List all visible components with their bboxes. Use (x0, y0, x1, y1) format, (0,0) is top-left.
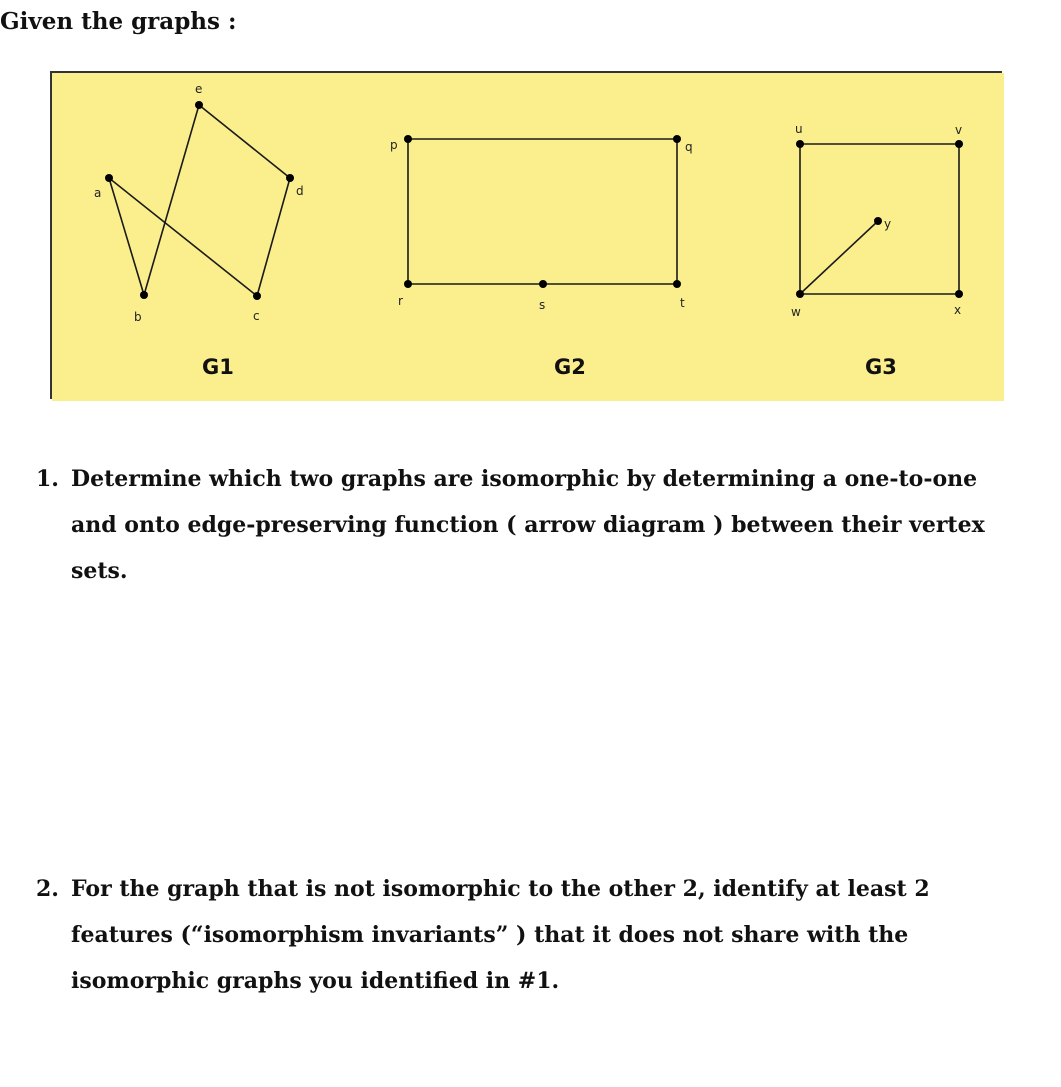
g2-label-p: p (390, 138, 398, 152)
g2-label-s: s (539, 298, 546, 312)
g1-vertex-e (195, 101, 203, 109)
question-2 (36, 866, 1026, 1004)
g2-vertex-s (539, 280, 547, 288)
g2-label-t: t (680, 296, 685, 310)
question-1-number: 1. (36, 466, 59, 492)
g1-vertex-b (140, 291, 148, 299)
g1-vertex-d (286, 174, 294, 182)
g1-label-d: d (296, 184, 304, 198)
g1-vertex-a (105, 174, 113, 182)
g2-vertex-p (404, 135, 412, 143)
g2-title: G2 (554, 355, 586, 379)
g3-vertex-u (796, 140, 804, 148)
question-2-text: For the graph that is not isomorphic to the other 2, identify at least 2 features (“isomorphism invariants” ) that it does not share with the isomorphic graphs you identified in #1. (71, 876, 930, 994)
g3-vertex-y (874, 217, 882, 225)
g2-vertex-q (673, 135, 681, 143)
g1-vertex-c (253, 292, 261, 300)
g3-label-v: v (955, 123, 963, 137)
question-1-text: Determine which two graphs are isomorphic by determining a one-to-one and onto edge-preserving function ( arrow diagram ) between their vertex sets. (71, 466, 985, 584)
g1-label-c: c (253, 309, 260, 323)
g1-label-a: a (94, 186, 102, 200)
graphs-figure (50, 71, 1002, 399)
g3-label-x: x (954, 303, 962, 317)
g3-label-w: w (791, 305, 801, 319)
g2-vertex-t (673, 280, 681, 288)
g3-vertex-v (955, 140, 963, 148)
question-2-number: 2. (36, 876, 59, 902)
g2-label-r: r (398, 294, 403, 308)
graphs-diagram (52, 73, 1004, 401)
g3-label-y: y (884, 217, 892, 231)
g3-vertex-w (796, 290, 804, 298)
page-heading: Given the graphs : (0, 8, 237, 35)
g1-label-e: e (195, 82, 203, 96)
g2-vertex-r (404, 280, 412, 288)
g2-label-q: q (685, 140, 693, 154)
g3-title: G3 (865, 355, 897, 379)
g1-label-b: b (134, 310, 142, 324)
g3-label-u: u (795, 122, 803, 136)
g1-title: G1 (202, 355, 234, 379)
g3-vertex-x (955, 290, 963, 298)
question-1 (36, 456, 1026, 594)
